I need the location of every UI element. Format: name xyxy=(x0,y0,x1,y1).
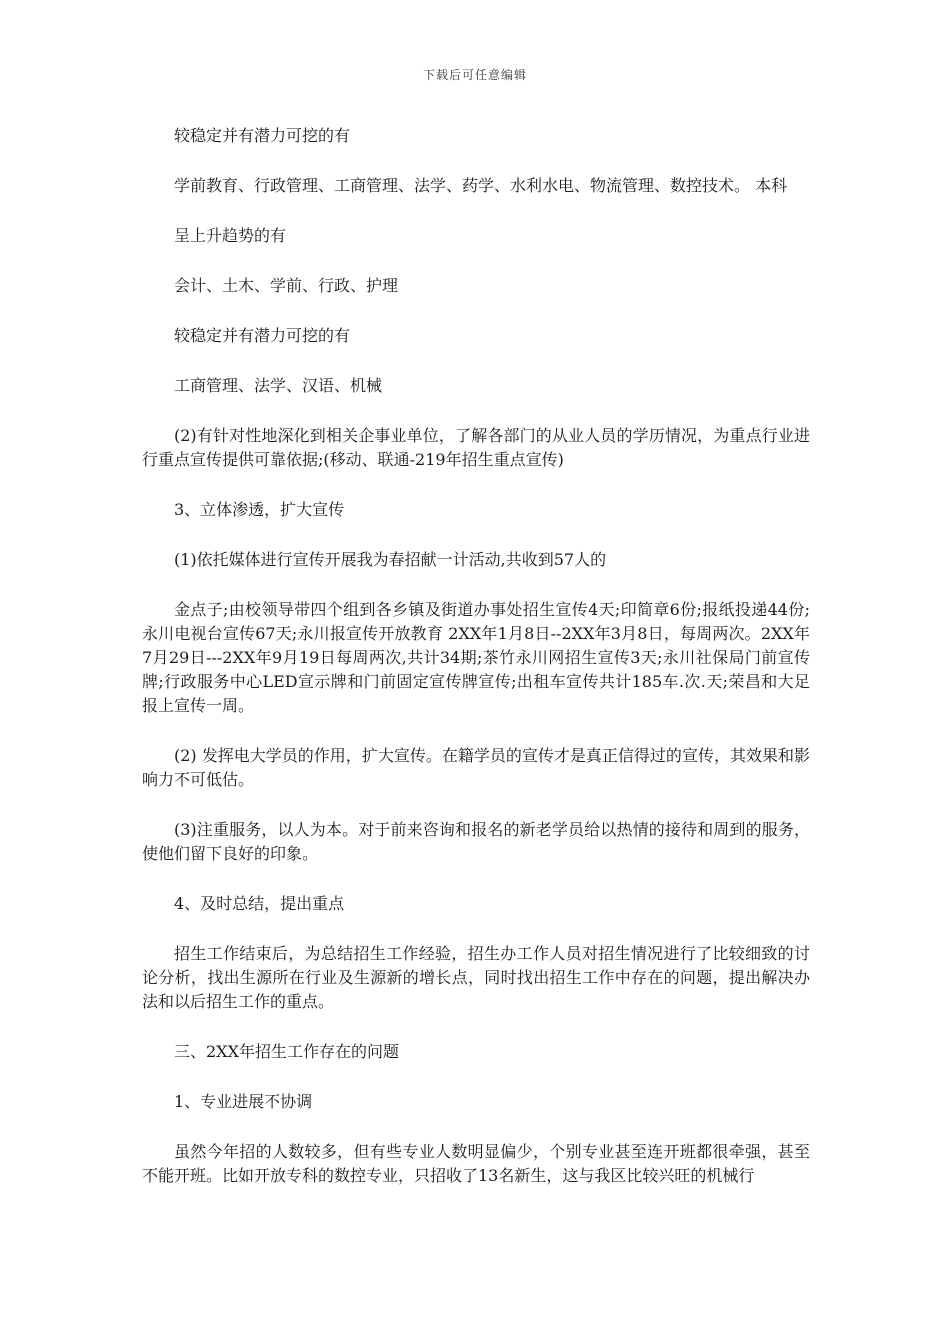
paragraph: 较稳定并有潜力可挖的有 xyxy=(174,326,351,345)
paragraph: 较稳定并有潜力可挖的有 xyxy=(174,126,351,145)
paragraph: 学前教育、行政管理、工商管理、法学、药学、水利水电、物流管理、数控技术。 本科 xyxy=(174,176,788,195)
paragraph: 会计、土木、学前、行政、护理 xyxy=(174,276,399,295)
section-heading: 4、及时总结，提出重点 xyxy=(174,894,345,913)
page-header: 下载后可任意编辑 xyxy=(422,68,527,82)
paragraph: (2) 发挥电大学员的作用，扩大宣传。在籍学员的宣传才是真正信得过的宣传，其效果和影响力不可低估。 xyxy=(142,746,810,789)
document-body xyxy=(142,124,810,1214)
paragraph: 呈上升趋势的有 xyxy=(174,226,287,245)
paragraph: 招生工作结束后，为总结招生工作经验，招生办工作人员对招生情况进行了比较细致的讨论分析，找出生源所在行业及生源新的增长点，同时找出招生工作中存在的问题，提出解决办法和以后招生工作的重点。 xyxy=(142,944,810,1011)
paragraph: 工商管理、法学、汉语、机械 xyxy=(174,376,383,395)
paragraph: (1)依托媒体进行宣传开展我为春招献一计活动,共收到57人的 xyxy=(174,550,607,569)
paragraph: 金点子;由校领导带四个组到各乡镇及街道办事处招生宣传4天;印简章6份;报纸投递44份;永川电视台宣传67天;永川报宣传开放教育 2XX年1月8日--2XX年3月8日，每周两次。2XX年7月29日---2XX年9月19日每周两次,共计34期;茶竹永川网招生宣传3天;永川社保局门前宣传牌;行政服务中心LED宣示牌和门前固定宣传牌宣传;出租车宣传共计185车.次.天;荣昌和大足报上宣传一周。 xyxy=(142,600,810,715)
paragraph: (2)有针对性地深化到相关企事业单位，了解各部门的从业人员的学历情况，为重点行业进行重点宣传提供可靠依据;(移动、联通-219年招生重点宣传) xyxy=(142,426,810,469)
section-heading: 1、专业进展不协调 xyxy=(174,1092,313,1111)
paragraph: (3)注重服务，以人为本。对于前来咨询和报名的新老学员给以热情的接待和周到的服务，使他们留下良好的印象。 xyxy=(142,820,810,863)
section-heading: 三、2XX年招生工作存在的问题 xyxy=(174,1042,399,1061)
paragraph: 虽然今年招的人数较多，但有些专业人数明显偏少，个别专业甚至连开班都很牵强，甚至不能开班。比如开放专科的数控专业，只招收了13名新生，这与我区比较兴旺的机械行 xyxy=(142,1142,810,1185)
section-heading: 3、立体渗透，扩大宣传 xyxy=(174,500,345,519)
